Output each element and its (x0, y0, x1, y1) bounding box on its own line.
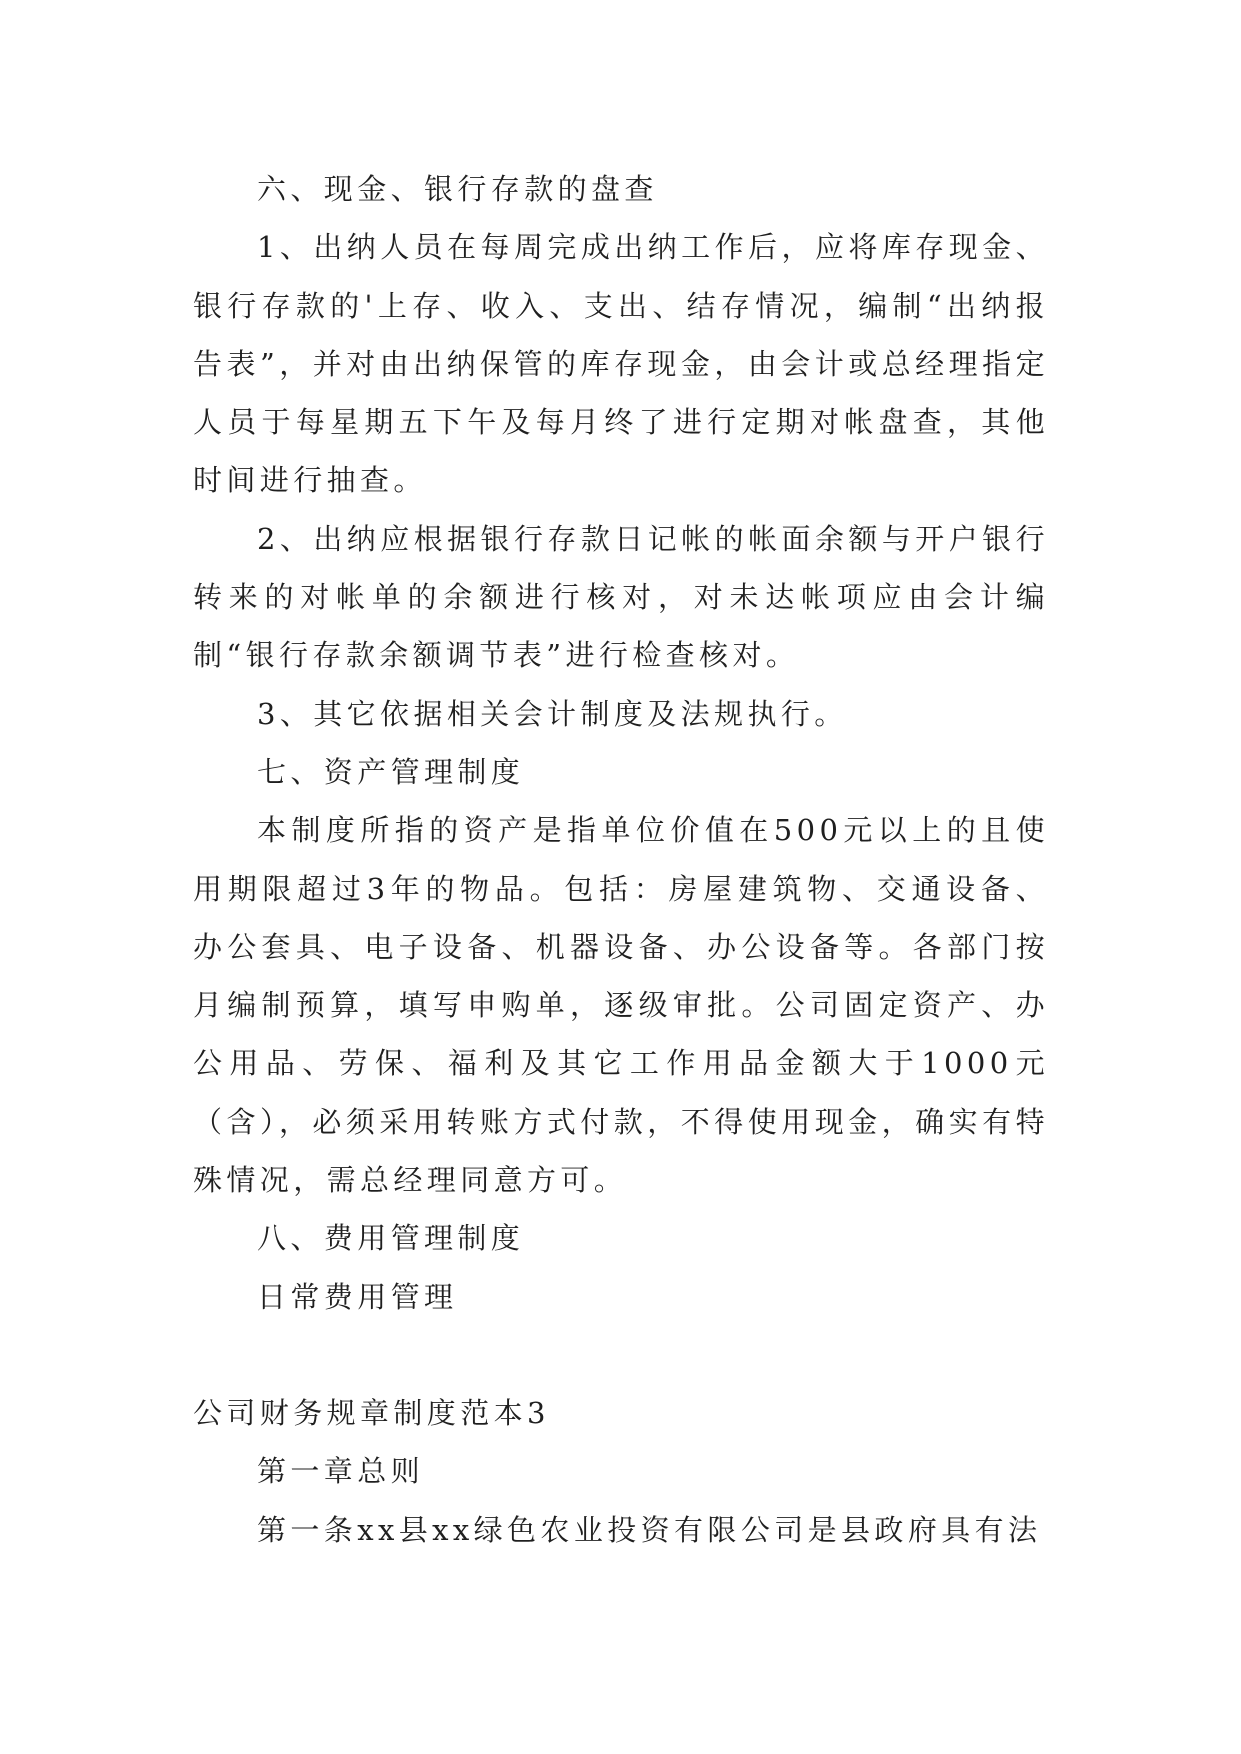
paragraph-bank-reconciliation: 2、出纳应根据银行存款日记帐的帐面余额与开户银行转来的对帐单的余额进行核对，对未达帐项应由会计编制“银行存款余额调节表”进行检查核对。 (193, 521, 1049, 673)
subheading-daily-expense: 日常费用管理 (257, 1279, 458, 1314)
chapter-1-title: 第一章总则 (257, 1454, 425, 1489)
section-heading-asset-management: 七、资产管理制度 (257, 754, 525, 789)
paragraph-cashier-report: 1、出纳人员在每周完成出纳工作后，应将库存现金、银行存款的'上存、收入、支出、结存情况，编制“出纳报告表”，并对由出纳保管的库存现金，由会计或总经理指定人员于每星期五下午及每月终了进行定期对帐盘查，其他时间进行抽查。 (193, 230, 1049, 498)
section-heading-expense-management: 八、费用管理制度 (257, 1221, 525, 1256)
article-1-text: 第一条xx县xx绿色农业投资有限公司是县政府具有法 (257, 1512, 1042, 1547)
paragraph-asset-definition: 本制度所指的资产是指单位价值在500元以上的且使用期限超过3年的物品。包括：房屋建筑物、交通设备、办公套具、电子设备、机器设备、办公设备等。各部门按月编制预算，填写申购单，逐级审批。公司固定资产、办公用品、劳保、福利及其它工作用品金额大于1000元（含），必须采用转账方式付款，不得使用现金，确实有特殊情况，需总经理同意方可。 (193, 813, 1049, 1198)
template-3-title: 公司财务规章制度范本3 (193, 1395, 550, 1430)
paragraph-other-regulations: 3、其它依据相关会计制度及法规执行。 (257, 696, 848, 731)
document-content (193, 160, 1049, 1559)
section-heading-cash-audit: 六、现金、银行存款的盘查 (257, 172, 658, 206)
